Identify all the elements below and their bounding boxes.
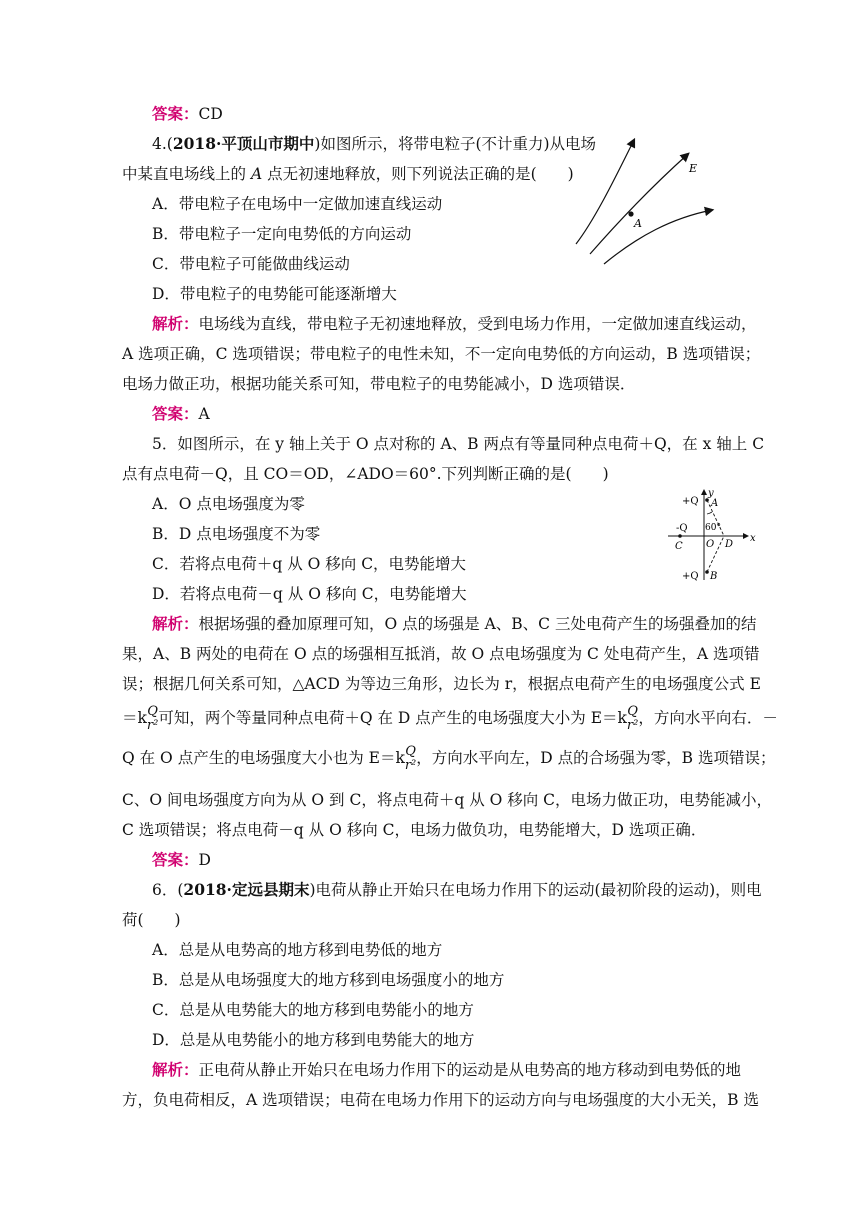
label-minus-q: -Q <box>676 523 688 534</box>
label-angle: 60° <box>705 523 721 533</box>
label-b: B <box>710 571 718 582</box>
q5-option-c: C．若将点电荷＋q 从 O 移向 C，电势能增大 <box>152 555 467 573</box>
q4-field-lines-figure <box>568 132 728 268</box>
label-plus-q-bottom: +Q <box>682 571 699 582</box>
q5-analysis-line6: C、O 间电场强度方向为从 O 到 C，将点电荷＋q 从 O 移向 C，电场力做正功，电势能减小， <box>122 791 773 809</box>
angle-arc <box>707 512 712 514</box>
point-a-dot <box>628 211 633 216</box>
q5-stem-line1: 5．如图所示，在 y 轴上关于 O 点对称的 A、B 两点有等量同种点电荷＋Q，在 x 轴上 C <box>152 435 765 453</box>
analysis-label: 解析： <box>152 614 199 633</box>
q3-answer-line <box>152 104 223 124</box>
analysis-label: 解析： <box>152 1060 199 1079</box>
charge-c <box>678 534 682 538</box>
q6-stem-part: )电荷从静止开始只在电场力作用下的运动(最初阶段的运动)，则电 <box>309 881 762 899</box>
q4-option-d: D．带电粒子的电势能可能逐渐增大 <box>152 285 397 303</box>
label-o: O <box>706 539 715 550</box>
q5-analysis-text: ，方向水平向右．－ <box>638 709 778 727</box>
q5-answer: D <box>198 851 211 869</box>
label-a: A <box>634 217 642 230</box>
field-line-left <box>576 140 634 244</box>
q4-analysis-line2: A 选项正确，C 选项错误；带电粒子的电性未知，不一定向电势低的方向运动，B 选项错误； <box>122 345 761 363</box>
q4-stem-line2 <box>122 164 574 184</box>
analysis-label: 解析： <box>152 314 199 333</box>
label-plus-q-top: +Q <box>682 496 699 507</box>
q5-analysis-text: ，方向水平向左，D 点的合场强为零，B 选项错误； <box>416 749 776 767</box>
q3-answer: CD <box>198 105 223 123</box>
charge-b <box>705 570 709 574</box>
q4-analysis-text: 电场线为直线，带电粒子无初速地释放，受到电场力作用，一定做加速直线运动， <box>198 315 757 333</box>
fraction-q-over-r2 <box>405 745 416 773</box>
answer-label: 答案： <box>152 404 199 423</box>
q5-option-a: A．O 点电场强度为零 <box>152 495 305 513</box>
q6-stem-line1 <box>152 880 762 900</box>
q4-option-c: C．带电粒子可能做曲线运动 <box>152 255 350 273</box>
label-d: D <box>725 539 734 550</box>
fraction-q-over-r2 <box>627 705 638 733</box>
fraction-numerator: Q <box>405 744 416 759</box>
q4-stem-part: 点无初速地释放，则下列说法正确的是( ) <box>262 165 574 183</box>
q4-source: 2018·平顶山市期中 <box>172 134 315 153</box>
label-y: y <box>708 488 714 499</box>
q4-option-b: B．带电粒子一定向电势低的方向运动 <box>152 225 412 243</box>
q4-option-a: A．带电粒子在电场中一定做加速直线运动 <box>152 195 443 213</box>
fraction-denominator: r² <box>404 758 417 773</box>
q6-option-d: D．总是从电势能小的地方移到电势能大的地方 <box>152 1031 475 1049</box>
q5-analysis-line3: 误；根据几何关系可知，△ACD 为等边三角形，边长为 r，根据点电荷产生的电场强度公式 E <box>122 675 761 693</box>
fraction-denominator: r² <box>626 718 639 733</box>
q5-answer-line <box>152 850 211 870</box>
q4-analysis-line1 <box>152 314 757 334</box>
q5-charges-figure <box>664 484 764 586</box>
label-a: A <box>711 498 719 509</box>
field-line-right <box>604 210 712 264</box>
q4-stem-part: 中某直电场线上的 <box>122 165 251 183</box>
q4-answer-line <box>152 404 210 424</box>
q6-analysis-text: 正电荷从静止开始只在电场力作用下的运动是从电势高的地方移动到电势低的地 <box>198 1061 742 1079</box>
q5-analysis-text: 可知，两个等量同种点电荷＋Q 在 D 点产生的电场强度大小为 E＝k <box>158 709 627 727</box>
label-e: E <box>689 162 698 175</box>
q5-analysis-text: 根据场强的叠加原理可知，O 点的场强是 A、B、C 三处电荷产生的场强叠加的结 <box>198 615 757 633</box>
q5-analysis-line2: 果，A、B 两处的电荷在 O 点的场强相互抵消，故 O 点电场强度为 C 处电荷产生，A 选项错 <box>122 645 760 663</box>
q4-stem-line1 <box>152 134 596 154</box>
q6-option-b: B．总是从电场强度大的地方移到电场强度小的地方 <box>152 971 505 989</box>
fraction-q-over-r2 <box>147 705 158 733</box>
q5-analysis-line7: C 选项错误；将点电荷－q 从 O 移向 C，电场力做负功，电势能增大，D 选项正确． <box>122 821 707 839</box>
label-c: C <box>675 541 683 552</box>
q4-number: 4.( <box>152 135 173 153</box>
answer-label: 答案： <box>152 850 199 869</box>
label-x: x <box>750 533 756 544</box>
q6-analysis-line1 <box>152 1060 741 1080</box>
formula-prefix: ＝k <box>122 709 147 727</box>
fraction-numerator: Q <box>627 704 638 719</box>
q6-option-c: C．总是从电势能大的地方移到电势能小的地方 <box>152 1001 474 1019</box>
q6-stem-line2: 荷( ) <box>122 911 181 929</box>
q4-analysis-line3: 电场力做正功，根据功能关系可知，带电粒子的电势能减小，D 选项错误． <box>122 375 636 393</box>
q6-source: 2018·定远县期末 <box>183 880 310 899</box>
q6-analysis-line2: 方，负电荷相反，A 选项错误；电荷在电场力作用下的运动方向与电场强度的大小无关，B 选 <box>122 1091 759 1109</box>
q5-analysis-text: Q 在 O 点产生的电场强度大小也为 E＝k <box>122 749 405 767</box>
q6-option-a: A．总是从电势高的地方移到电势低的地方 <box>152 941 443 959</box>
fraction-denominator: r² <box>146 718 159 733</box>
q4-answer: A <box>198 405 210 423</box>
q5-analysis-line1 <box>152 614 756 634</box>
q5-analysis-line5 <box>122 740 775 776</box>
q5-option-b: B．D 点电场强度不为零 <box>152 525 321 543</box>
q6-number: 6．( <box>152 881 184 899</box>
q4-point-a: A <box>250 165 263 183</box>
q5-analysis-line4 <box>122 700 778 736</box>
fraction-numerator: Q <box>147 704 158 719</box>
q5-stem-line2: 点有点电荷－Q，且 CO＝OD，∠ADO＝60°.下列判断正确的是( ) <box>122 465 609 483</box>
q4-stem-part: )如图所示，将带电粒子(不计重力)从电场 <box>314 135 597 153</box>
q5-option-d: D．若将点电荷－q 从 O 移向 C，电势能增大 <box>152 585 467 603</box>
answer-label: 答案： <box>152 104 199 123</box>
